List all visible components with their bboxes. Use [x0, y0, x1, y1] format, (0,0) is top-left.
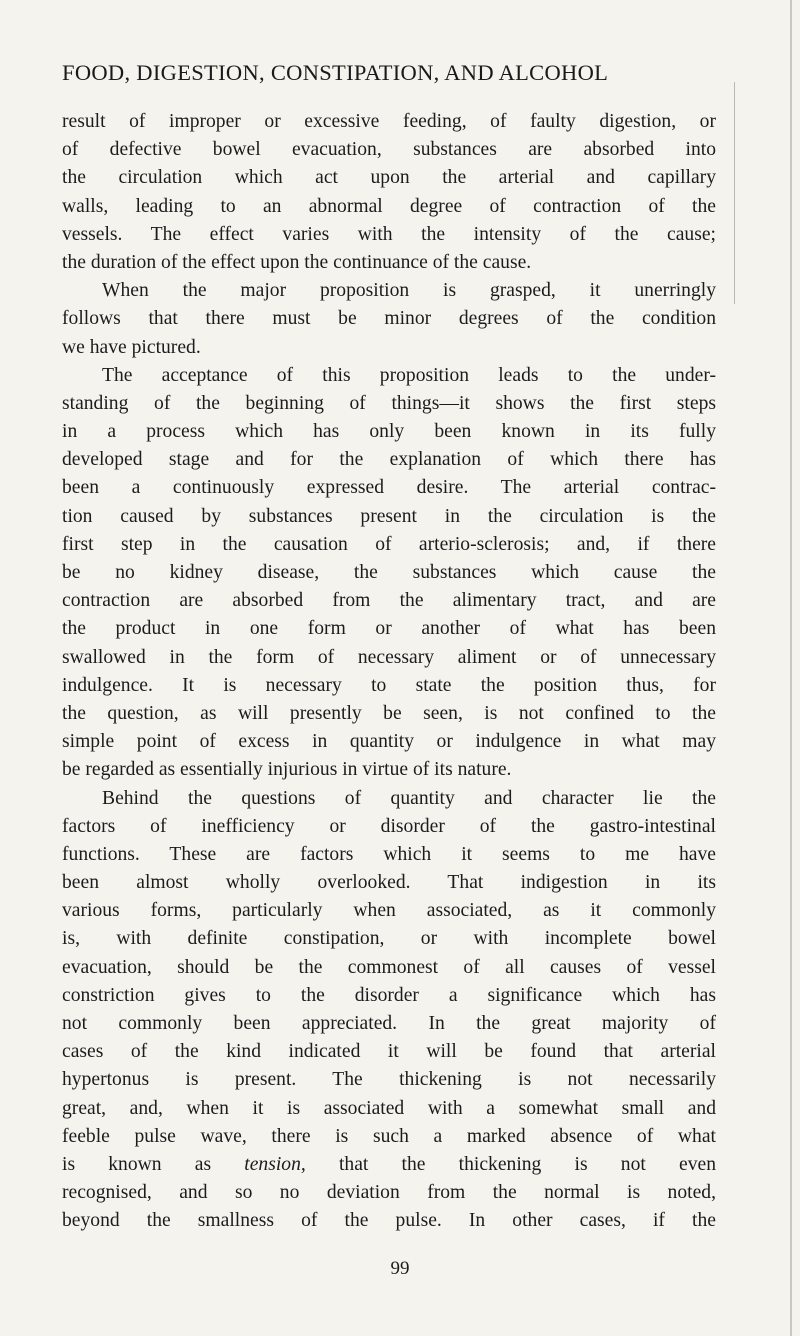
text-line: not commonly been appreciated. In the great majority of: [62, 1013, 716, 1034]
text-line: first step in the causation of arterio-sclerosis; and, if there: [62, 533, 716, 555]
text-line: simple point of excess in quantity or indulgence in what may: [62, 731, 716, 753]
text-line: been almost wholly overlooked. That indigestion in its: [62, 872, 716, 894]
text-segment: is known as: [62, 1153, 245, 1175]
text-line: recognised, and so no deviation from the normal is noted,: [62, 1182, 716, 1204]
margin-rule: [734, 82, 735, 304]
text-line: [62, 1151, 716, 1179]
text-line: the product in one form or another of what has been: [62, 618, 716, 640]
text-line: various forms, particularly when associated, as it commonly: [62, 900, 716, 922]
text-line: developed stage and for the explanation of which there has: [62, 449, 716, 471]
text-line: result of improper or excessive feeding, of faulty digestion, or: [62, 111, 716, 132]
text-line: indulgence. It is necessary to state the position thus, for: [62, 674, 716, 696]
text-line: we have pictured.: [62, 336, 201, 358]
text-line: When the major proposition is grasped, it unerringly: [102, 280, 716, 302]
text-line: Behind the questions of quantity and character lie the: [102, 787, 716, 809]
text-line: the circulation which act upon the arterial and capillary: [62, 167, 716, 189]
text-line: be no kidney disease, the substances which cause the: [62, 562, 716, 583]
text-line: the question, as will presently be seen, is not confined to the: [62, 702, 716, 724]
text-line: great, and, when it is associated with a somewhat small and: [62, 1097, 716, 1119]
text-line: feeble pulse wave, there is such a marked absence of what: [62, 1125, 716, 1147]
italic-term: tension,: [244, 1153, 306, 1175]
text-line: of defective bowel evacuation, substances are absorbed into: [62, 139, 716, 161]
text-line: be regarded as essentially injurious in virtue of its nature.: [62, 759, 512, 781]
text-line: factors of inefficiency or disorder of the gastro-intestinal: [62, 815, 716, 837]
body-text: [62, 108, 716, 1236]
text-line: cases of the kind indicated it will be found that arterial: [62, 1041, 716, 1063]
text-line: standing of the beginning of things—it shows the first steps: [62, 392, 716, 414]
page-edge: [790, 0, 792, 1336]
text-segment: that the thickening is not even: [305, 1153, 716, 1175]
text-line: The acceptance of this proposition leads to the under-: [102, 364, 716, 386]
text-line: swallowed in the form of necessary aliment or of unnecessary: [62, 646, 716, 668]
text-line: the duration of the effect upon the continuance of the cause.: [62, 251, 532, 273]
text-line: functions. These are factors which it seems to me have: [62, 843, 716, 865]
text-line: in a process which has only been known in its fully: [62, 421, 716, 443]
text-line: been a continuously expressed desire. The arterial contrac-: [62, 477, 716, 499]
text-line: beyond the smallness of the pulse. In other cases, if the: [62, 1210, 716, 1232]
text-line: constriction gives to the disorder a significance which has: [62, 984, 716, 1006]
text-line: follows that there must be minor degrees of the condition: [62, 308, 716, 330]
page-number: 99: [390, 1258, 410, 1279]
text-line: vessels. The effect varies with the intensity of the cause;: [62, 223, 716, 245]
text-line: is, with definite constipation, or with incomplete bowel: [62, 928, 716, 950]
running-head: FOOD, DIGESTION, CONSTIPATION, AND ALCOHOL: [62, 60, 609, 85]
text-line: tion caused by substances present in the circulation is the: [62, 505, 716, 527]
text-line: hypertonus is present. The thickening is not necessarily: [62, 1069, 716, 1091]
text-line: contraction are absorbed from the alimentary tract, and are: [62, 590, 716, 612]
text-line: walls, leading to an abnormal degree of contraction of the: [62, 195, 716, 217]
text-line: evacuation, should be the commonest of all causes of vessel: [62, 956, 716, 978]
